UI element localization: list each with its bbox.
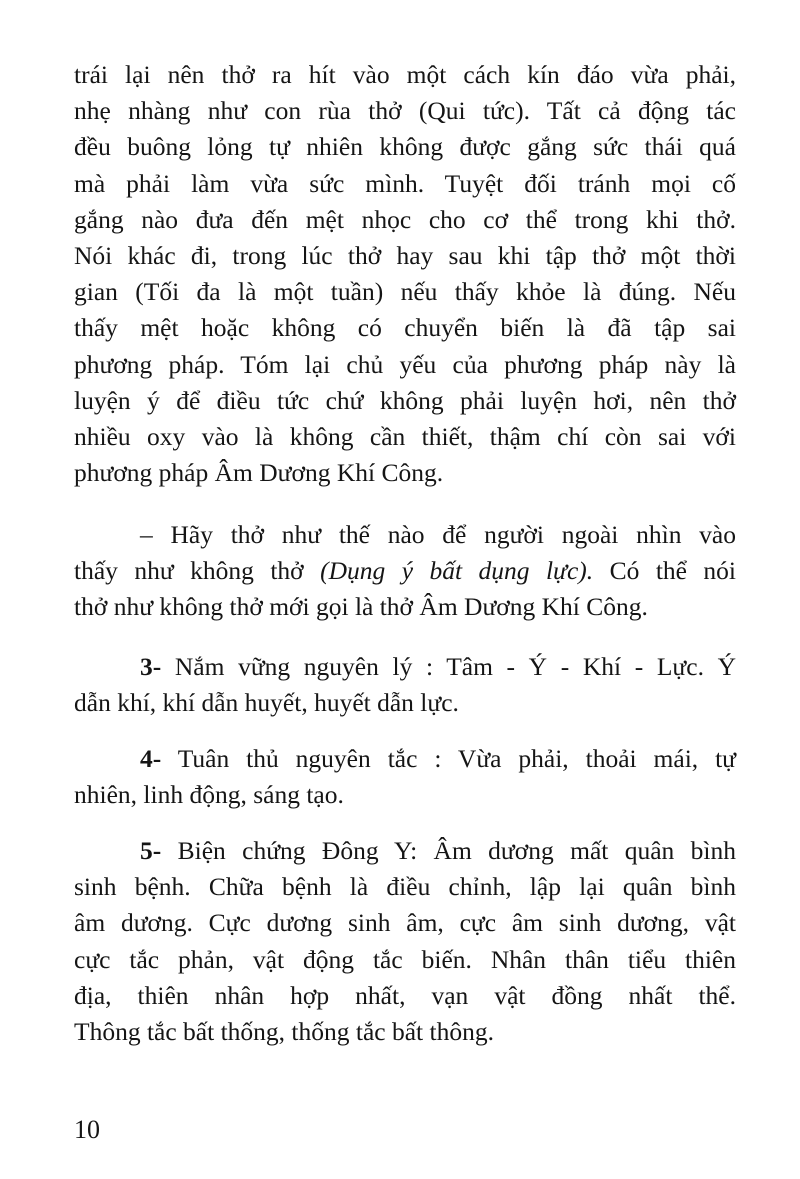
text-line [74, 649, 736, 685]
text-segment: Có thể nói [593, 556, 737, 586]
text-line: – Hãy thở như thế nào để người ngoài nhìn vào [140, 520, 736, 549]
text-line: gian (Tối đa là một tuần) nếu thấy khỏe là đúng. Nếu [74, 277, 736, 307]
page-number: 10 [74, 1115, 100, 1144]
text-line: mà phải làm vừa sức mình. Tuyệt đối tránh mọi cố [74, 168, 736, 198]
text-line: Nói khác đi, trong lúc thở hay sau khi tập thở một thời [74, 241, 736, 271]
text-line: thở như không thở mới gọi là thở Âm Dương Khí Công. [74, 592, 648, 622]
text-line [74, 741, 736, 777]
text-line: thấy mệt hoặc không có chuyển biến là đã tập sai [74, 313, 736, 343]
text-line: nhiều oxy vào là không cần thiết, thậm chí còn sai với [74, 422, 736, 452]
paragraph-breathe-like-not-breathing [74, 517, 736, 626]
text-line: sinh bệnh. Chữa bệnh là điều chỉnh, lập lại quân bình [74, 872, 736, 902]
paragraph-principle-4 [74, 741, 736, 813]
italic-phrase: (Dụng ý bất dụng lực). [320, 556, 594, 586]
text-line: đều buông lỏng tự nhiên không được gắng sức thái quá [74, 132, 736, 162]
text-line: cực tắc phản, vật động tắc biến. Nhân thân tiểu thiên [74, 944, 736, 974]
text-line: dẫn khí, khí dẫn huyết, huyết dẫn lực. [74, 688, 459, 718]
text-segment: Nắm vững nguyên lý : Tâm - Ý - Khí - Lực. Ý [161, 652, 736, 681]
item-number: 5- [140, 836, 162, 865]
text-segment: Tuân thủ nguyên tắc : Vừa phải, thoải mái, tự [161, 744, 736, 773]
paragraph-principle-3 [74, 649, 736, 721]
text-line: Thông tắc bất thống, thống tắc bất thông. [74, 1017, 494, 1047]
text-line: trái lại nên thở ra hít vào một cách kín đáo vừa phải, [74, 60, 736, 89]
paragraph-breathing-method [74, 57, 736, 491]
text-segment: Biện chứng Đông Y: Âm dương mất quân bình [161, 836, 736, 865]
text-line: địa, thiên nhân hợp nhất, vạn vật đồng nhất thể. [74, 980, 736, 1010]
text-segment: thấy như không thở [74, 556, 321, 586]
text-line: luyện ý để điều tức chứ không phải luyện hơi, nên thở [74, 385, 736, 415]
text-line [74, 833, 736, 869]
item-number: 4- [140, 744, 162, 773]
text-line: gắng nào đưa đến mệt nhọc cho cơ thể trong khi thở. [74, 204, 736, 234]
item-number: 3- [140, 652, 162, 681]
paragraph-principle-5 [74, 833, 736, 1050]
text-line: âm dương. Cực dương sinh âm, cực âm sinh dương, vật [74, 908, 736, 938]
text-line: nhiên, linh động, sáng tạo. [74, 780, 344, 810]
text-line: nhẹ nhàng như con rùa thở (Qui tức). Tất cả động tác [74, 96, 736, 126]
text-line: phương pháp. Tóm lại chủ yếu của phương pháp này là [74, 349, 736, 379]
text-line-with-italic [74, 553, 736, 589]
text-line: phương pháp Âm Dương Khí Công. [74, 458, 444, 488]
